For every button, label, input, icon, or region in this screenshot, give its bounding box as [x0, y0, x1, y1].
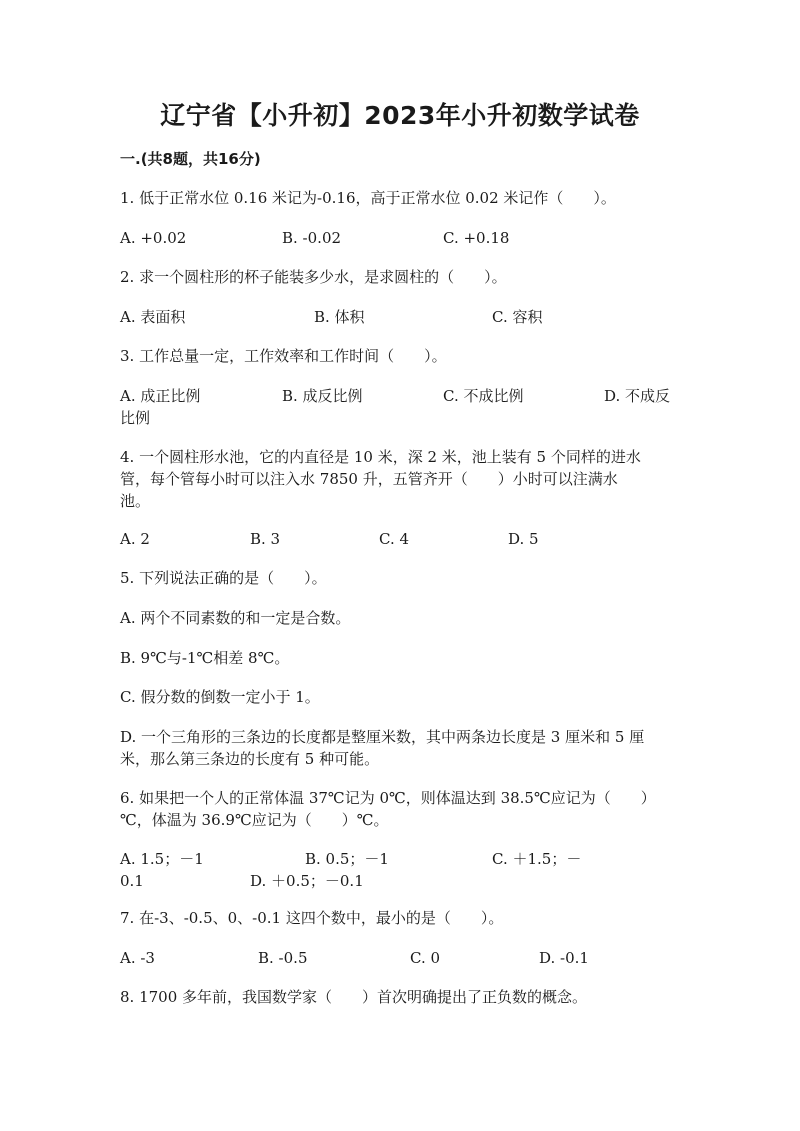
question-4-option-b: B. 3: [250, 530, 281, 548]
question-6-stem-line-2: ℃，体温为 36.9℃应记为（ ）℃。: [120, 811, 389, 829]
question-5-stem: 5. 下列说法正确的是（ ）。: [120, 569, 327, 587]
question-6-option-a: A. 1.5；－1: [120, 850, 204, 868]
question-2-stem: 2. 求一个圆柱形的杯子能装多少水，是求圆柱的（ ）。: [120, 268, 507, 286]
question-3-option-b: B. 成反比例: [282, 387, 363, 405]
question-1-option-b: B. -0.02: [282, 229, 342, 247]
question-3-option-a: A. 成正比例: [120, 387, 201, 405]
question-5-option-d-line-1: D. 一个三角形的三条边的长度都是整厘米数，其中两条边长度是 3 厘米和 5 厘: [120, 728, 645, 746]
question-8-stem: 8. 1700 多年前，我国数学家（ ）首次明确提出了正负数的概念。: [120, 988, 588, 1006]
question-7-option-c: C. 0: [410, 949, 441, 967]
question-3-option-c: C. 不成比例: [443, 387, 524, 405]
section-heading: 一.(共8题，共16分): [120, 150, 261, 168]
question-7-option-b: B. -0.5: [258, 949, 308, 967]
question-4-stem-line-3: 池。: [120, 492, 151, 510]
question-4-option-a: A. 2: [120, 530, 150, 548]
question-4-option-d: D. 5: [508, 530, 539, 548]
question-3-option-d: D. 不成反: [604, 387, 671, 405]
question-6-stem-line-1: 6. 如果把一个人的正常体温 37℃记为 0℃，则体温达到 38.5℃应记为（ ）: [120, 789, 656, 807]
question-5-option-c: C. 假分数的倒数一定小于 1。: [120, 688, 320, 706]
question-2-option-b: B. 体积: [314, 308, 365, 326]
question-5-option-d-line-2: 米，那么第三条边的长度有 5 种可能。: [120, 750, 380, 768]
question-6-option-d: D. ＋0.5；－0.1: [250, 872, 364, 890]
question-4-stem-line-2: 管，每个管每小时可以注入水 7850 升，五管齐开（ ）小时可以注满水: [120, 470, 618, 488]
question-7-stem: 7. 在-3、-0.5、0、-0.1 这四个数中，最小的是（ ）。: [120, 909, 504, 927]
question-1-option-a: A. +0.02: [120, 229, 187, 247]
question-3-stem: 3. 工作总量一定，工作效率和工作时间（ ）。: [120, 347, 447, 365]
exam-title: 辽宁省【小升初】2023年小升初数学试卷: [160, 101, 640, 130]
question-2-option-c: C. 容积: [492, 308, 543, 326]
question-4-option-c: C. 4: [379, 530, 410, 548]
question-5-option-b: B. 9℃与-1℃相差 8℃。: [120, 649, 290, 667]
question-6-option-b: B. 0.5；－1: [305, 850, 389, 868]
question-6-option-c-wrap: 0.1: [120, 872, 144, 890]
question-2-option-a: A. 表面积: [120, 308, 186, 326]
question-6-option-c: C. ＋1.5；－: [492, 850, 582, 868]
question-7-option-d: D. -0.1: [539, 949, 589, 967]
question-1-stem: 1. 低于正常水位 0.16 米记为-0.16，高于正常水位 0.02 米记作（ ）。: [120, 189, 616, 207]
question-1-option-c: C. +0.18: [443, 229, 510, 247]
question-5-option-a: A. 两个不同素数的和一定是合数。: [120, 609, 351, 627]
question-4-stem-line-1: 4. 一个圆柱形水池，它的内直径是 10 米，深 2 米，池上装有 5 个同样的进水: [120, 448, 641, 466]
question-7-option-a: A. -3: [120, 949, 155, 967]
question-3-option-d-wrap: 比例: [120, 409, 151, 427]
